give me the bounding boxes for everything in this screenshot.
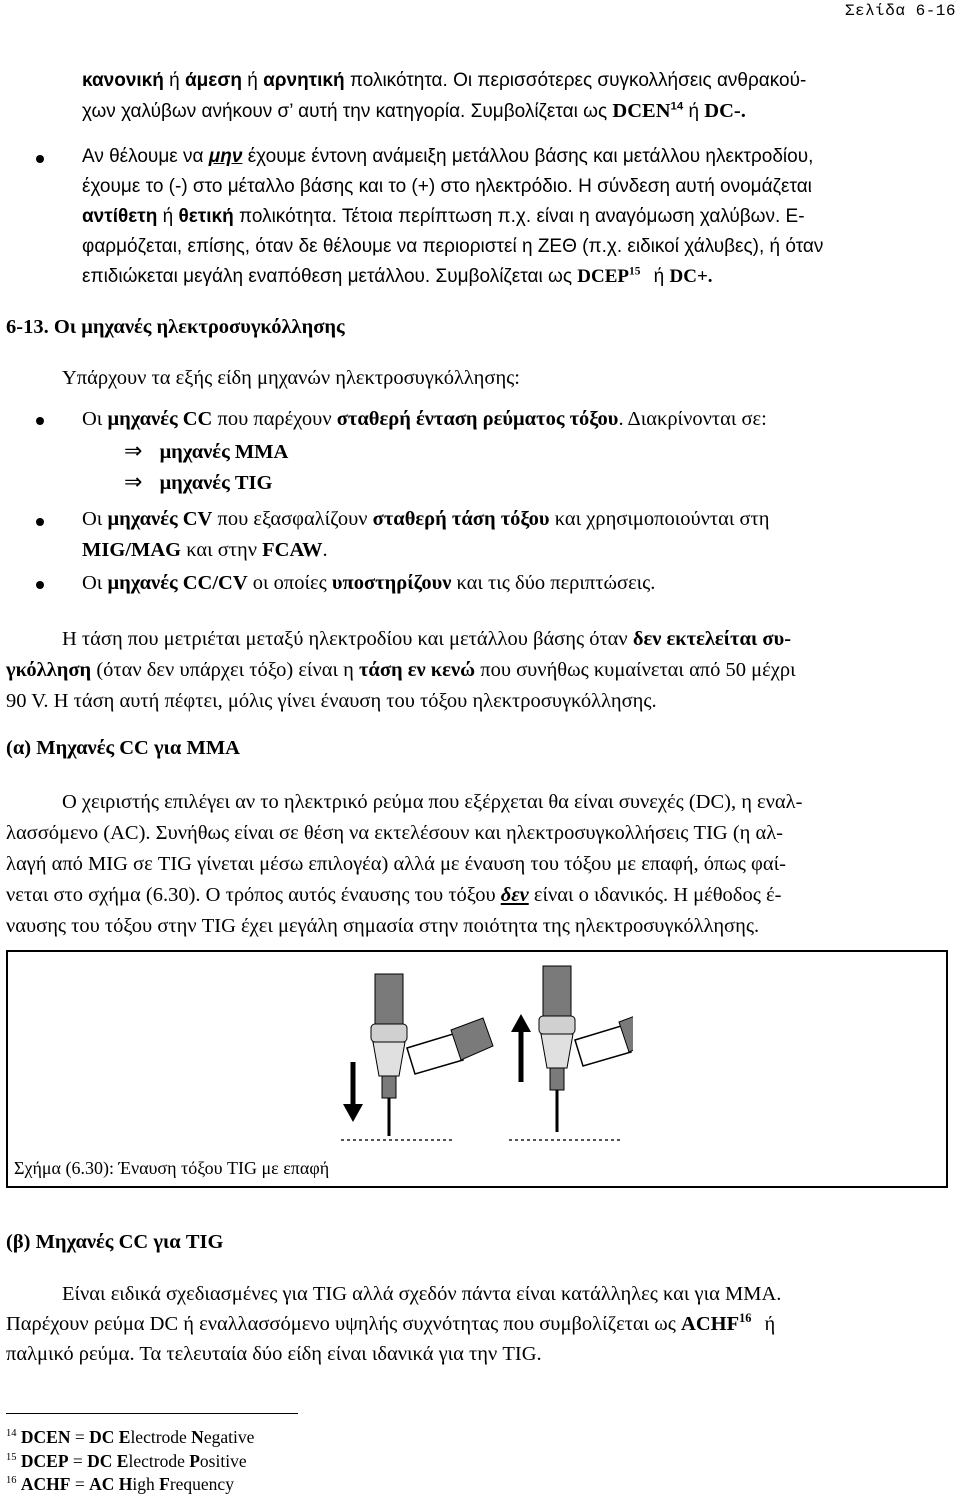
footnote-rule (6, 1413, 298, 1414)
sec-b-line-2: Παρέχουν ρεύμα DC ή εναλλασσόμενο υψηλής συχνότητας που συμβολίζεται ως ACHF$^{16}$ ή (6, 1311, 776, 1335)
torch-1 (341, 974, 493, 1140)
cv-line-1: Οι μηχανές CV που εξασφαλίζουν σταθερή τάση τόξου και χρησιμοποιούνται στη (82, 508, 770, 530)
dcep-line-2: έχουμε το (-) στο μέταλλο βάσης και το (+) στο ηλεκτρόδιο. Η σύνδεση αυτή ονομάζεται (82, 176, 812, 197)
bullet-marker (36, 581, 44, 589)
footnote-15: $^{15}$ DCEP = DC Electrode Positive (6, 1451, 247, 1471)
dcep-line-5: επιδιώκεται μεγάλη εναπόθεση μετάλλου. Συμβολίζεται ως DCEP$^{15}$ ή DC+. (82, 265, 713, 287)
page-number: Σελίδα 6-16 (844, 2, 956, 20)
ocv-line-1: Η τάση που μετριέται μεταξύ ηλεκτροδίου και μετάλλου βάσης όταν δεν εκτελείται συ- (62, 628, 792, 650)
types-intro: Υπάρχουν τα εξής είδη μηχανών ηλεκτροσυγκόλλησης: (62, 367, 520, 389)
torch-2 (509, 966, 633, 1140)
figure-frame (6, 950, 948, 1188)
sec-a-line-5: ναυσης του τόξου στην TIG έχει μεγάλη σημασία στην ποιότητα της ηλεκτροσυγκόλλησης. (6, 915, 760, 937)
double-arrow-icon: ⇒ (124, 438, 143, 463)
figure-caption: Σχήμα (6.30): Έναυση τόξου TIG με επαφή (14, 1158, 330, 1178)
tig-contact-ignition-illustration (333, 964, 633, 1154)
bullet-marker (36, 417, 44, 425)
subsection-title-b: (β) Μηχανές CC για TIG (6, 1231, 224, 1253)
section-title: 6-13. Οι μηχανές ηλεκτροσυγκόλλησης (6, 316, 345, 338)
dcep-line-1: Αν θέλουμε να μην έχουμε έντονη ανάμειξη μετάλλου βάσης και μετάλλου ηλεκτροδίου, (82, 146, 814, 167)
cv-line-2: MIG/MAG και στην FCAW. (82, 539, 328, 561)
ocv-line-3: 90 V. Η τάση αυτή πέφτει, μόλις γίνει έναυση του τόξου ηλεκτροσυγκόλλησης. (6, 690, 657, 712)
cc-line: Οι μηχανές CC που παρέχουν σταθερή ένταση ρεύματος τόξου. Διακρίνονται σε: (82, 408, 767, 430)
footnote-16: $^{16}$ ACHF = AC High Frequency (6, 1474, 234, 1494)
cccv-line: Οι μηχανές CC/CV οι οποίες υποστηρίζουν και τις δύο περιπτώσεις. (82, 572, 656, 594)
intro-line-1: κανονική ή άμεση ή αρνητική πολικότητα. Οι περισσότερες συγκολλήσεις ανθρακού- (82, 70, 807, 91)
sec-b-line-3: παλμικό ρεύμα. Τα τελευταία δύο είδη είναι ιδανικά για την TIG. (6, 1343, 542, 1365)
tig-item: ⇒ μηχανές TIG (124, 469, 273, 494)
bullet-marker (36, 155, 44, 163)
subsection-title-a: (α) Μηχανές CC για MMA (6, 737, 240, 759)
bullet-marker (36, 518, 44, 526)
sec-a-line-4: νεται στο σχήμα (6.30). Ο τρόπος αυτός έναυσης του τόξου δεν είναι ο ιδανικός. Η μέθοδος έ- (6, 884, 782, 906)
dcep-line-4: φαρμόζεται, επίσης, όταν δε θέλουμε να περιοριστεί η ΖΕΘ (π.χ. ειδικοί χάλυβες), ή όταν (82, 236, 824, 257)
mma-item: ⇒ μηχανές MMA (124, 438, 289, 463)
sec-a-line-2: λασσόμενο (AC). Συνήθως είναι σε θέση να εκτελέσουν και ηλεκτροσυγκολλήσεις TIG (η αλ- (6, 822, 784, 844)
sec-b-line-1: Είναι ειδικά σχεδιασμένες για TIG αλλά σχεδόν πάντα είναι κατάλληλες και για MMA. (62, 1283, 782, 1305)
intro-line-2: χων χαλύβων ανήκουν σ’ αυτή την κατηγορία. Συμβολίζεται ως DCEN$^{14}$ ή DC-. (82, 100, 746, 122)
sec-a-line-1: Ο χειριστής επιλέγει αν το ηλεκτρικό ρεύμα που εξέρχεται θα είναι συνεχές (DC), η εναλ- (62, 791, 803, 813)
ocv-line-2: γκόλληση (όταν δεν υπάρχει τόξο) είναι η τάση εν κενώ που συνήθως κυμαίνεται από 50 μέχρι (6, 659, 796, 681)
footnote-14: $^{14}$ DCEN = DC Electrode Negative (6, 1427, 255, 1447)
double-arrow-icon: ⇒ (124, 469, 143, 494)
dcep-line-3: αντίθετη ή θετική πολικότητα. Τέτοια περίπτωση π.χ. είναι η αναγόμωση χαλύβων. Ε- (82, 206, 805, 227)
sec-a-line-3: λαγή από MIG σε TIG γίνεται μέσω επιλογέα) αλλά με έναυση του τόξου με επαφή, όπως φαί- (6, 853, 786, 875)
